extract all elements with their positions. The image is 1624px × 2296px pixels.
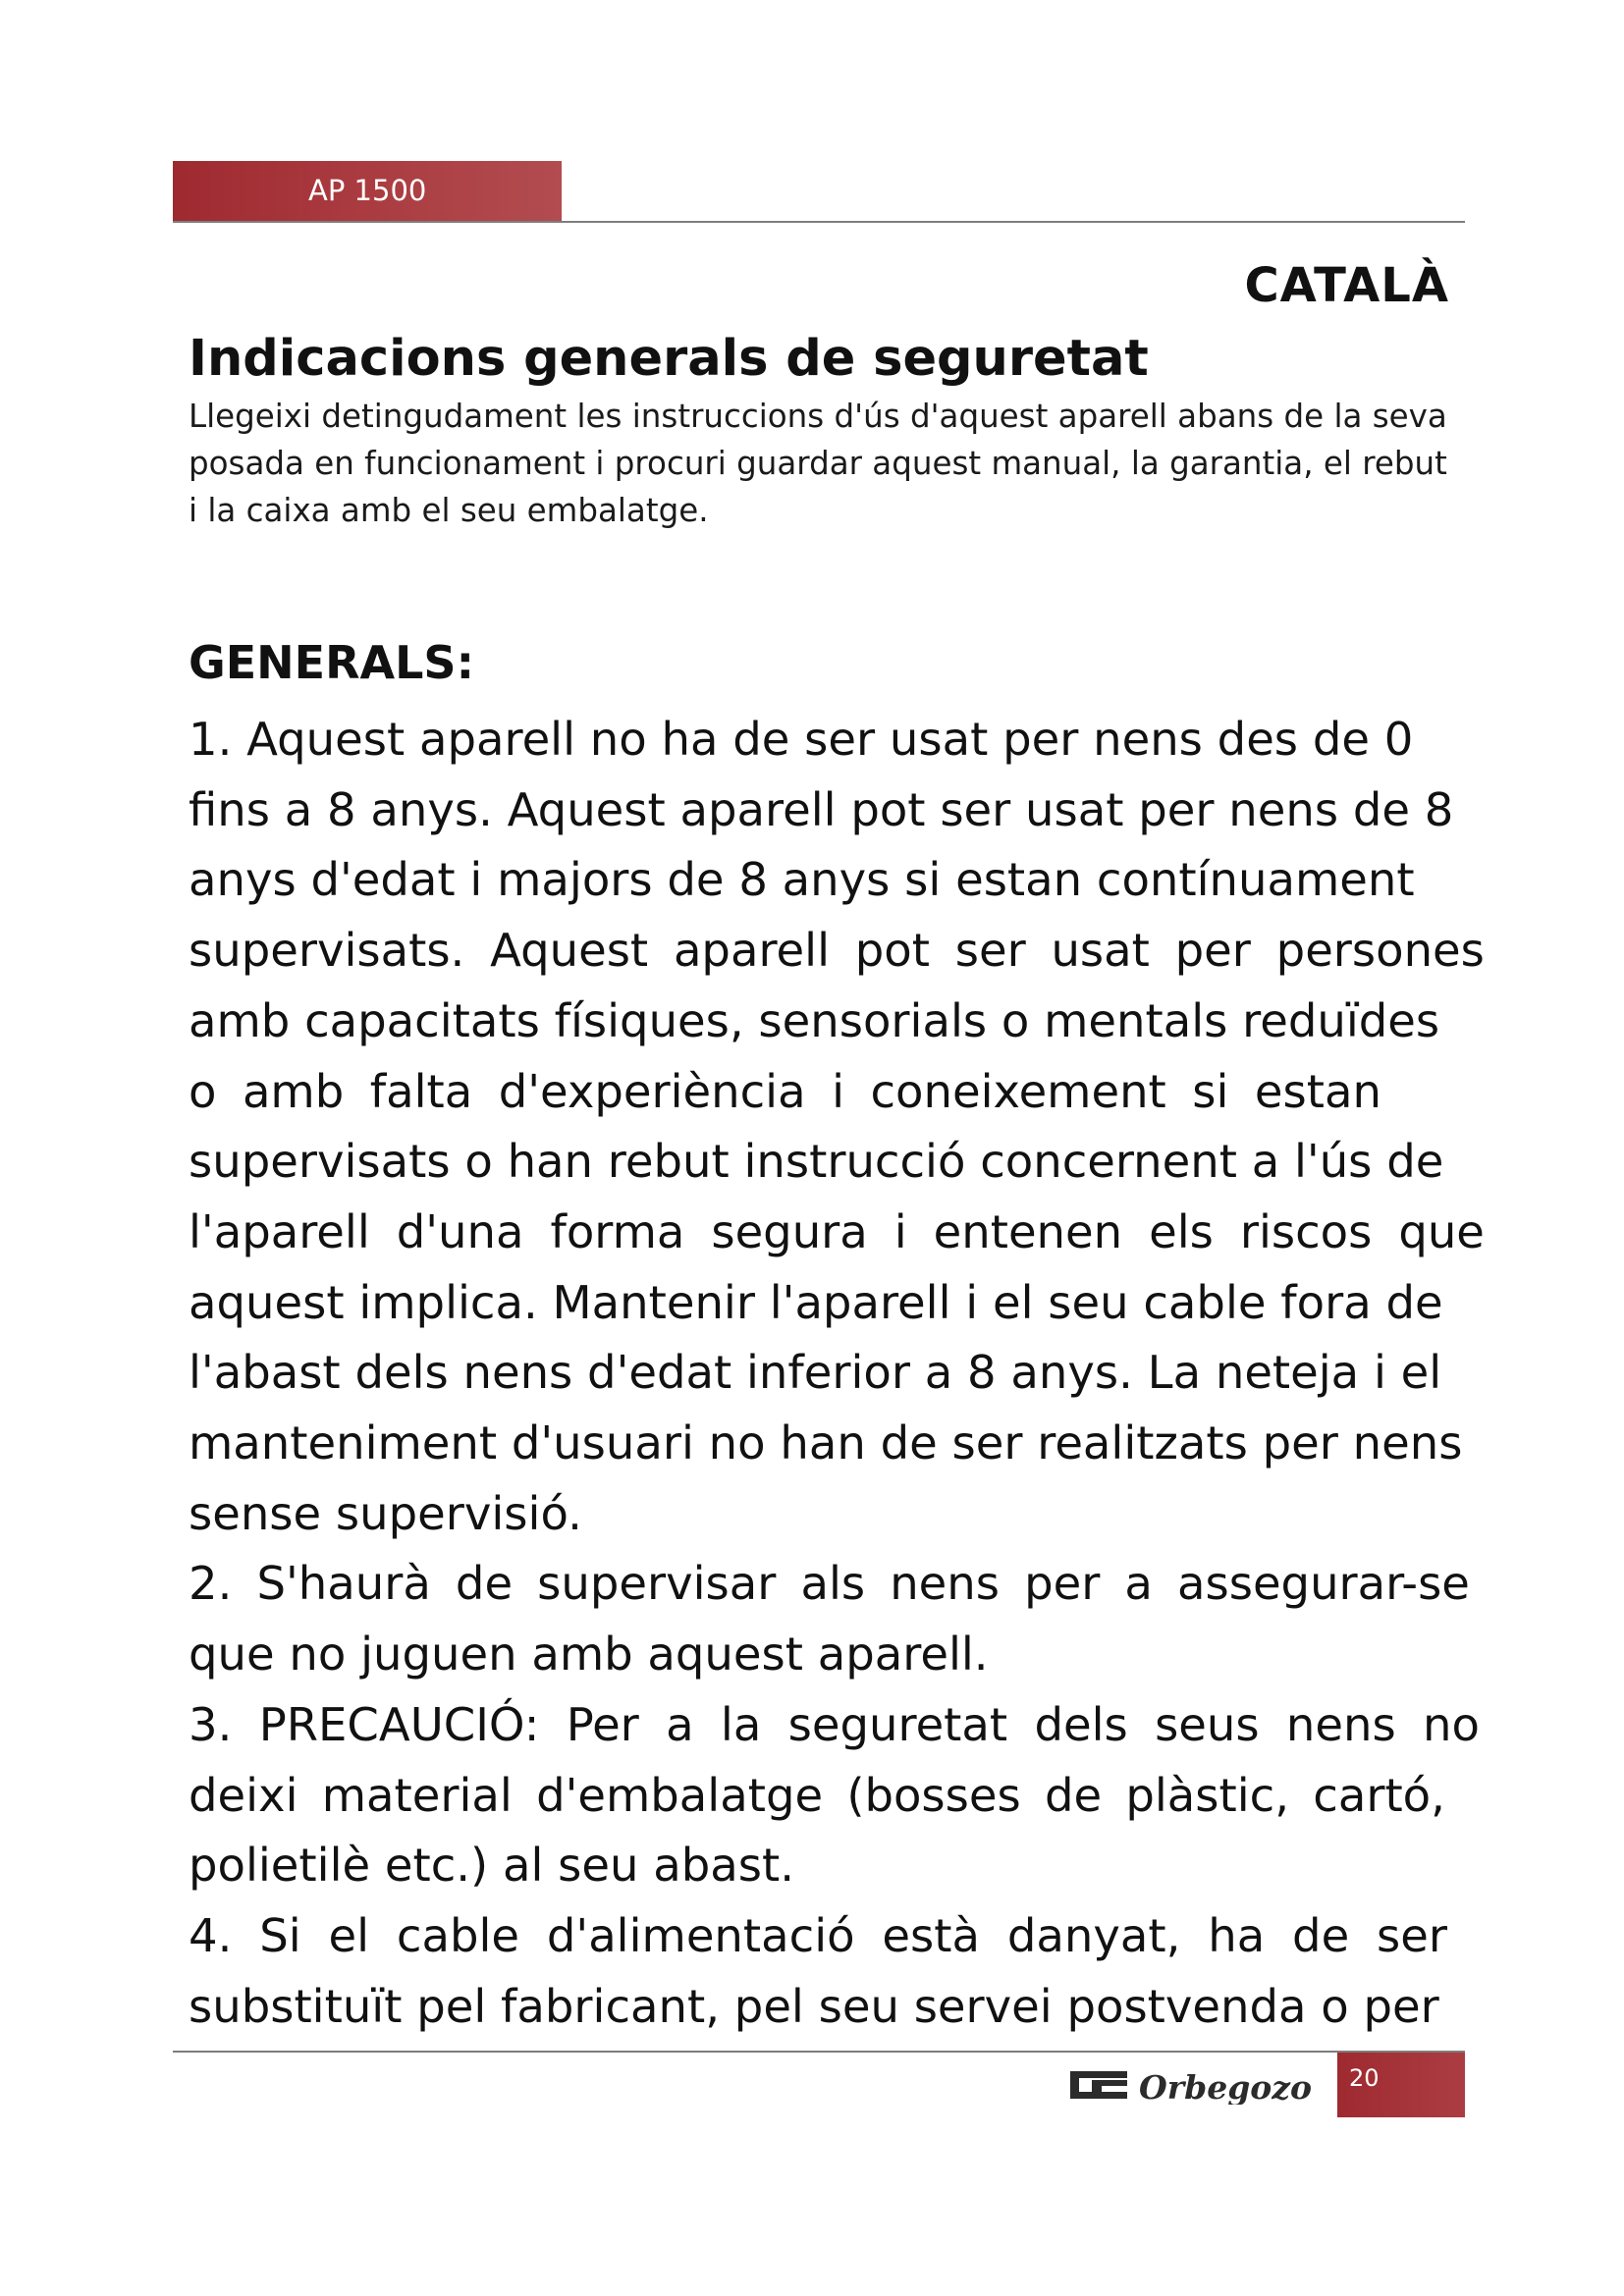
word: S'haurà xyxy=(256,1557,431,1611)
word: cable xyxy=(396,1908,520,1962)
body-line: 1. Aquest aparell no ha de ser usat per nens des de 0 xyxy=(189,713,1414,766)
body-line: aquest implica. Mantenir l'aparell i el seu cable fora de xyxy=(189,1275,1443,1329)
word: i xyxy=(893,1204,907,1258)
word: ha xyxy=(1208,1908,1266,1962)
body-line xyxy=(189,916,1485,987)
word: i xyxy=(832,1064,844,1118)
body-line: substituït pel fabricant, pel seu servei postvenda o per xyxy=(189,1979,1439,2033)
word: nens xyxy=(1285,1697,1396,1751)
body-line: polietilè etc.) al seu abast. xyxy=(189,1839,795,1893)
intro-line: posada en funcionament i procuri guardar aquest manual, la garantia, el rebut xyxy=(189,445,1447,482)
word: coneixement xyxy=(870,1064,1166,1118)
word: PRECAUCIÓ: xyxy=(258,1697,540,1751)
word: no xyxy=(1423,1697,1480,1751)
body-line xyxy=(189,1761,1445,1832)
body-line xyxy=(189,1057,1381,1128)
word: l'aparell xyxy=(189,1204,370,1258)
word: el xyxy=(328,1908,370,1962)
header-model: AP 1500 xyxy=(308,174,427,207)
word: nens xyxy=(890,1557,1000,1611)
footer-rule xyxy=(173,2051,1465,2053)
word: a xyxy=(1124,1557,1153,1611)
word: assegurar-se xyxy=(1177,1557,1470,1611)
word: Aquest xyxy=(490,924,649,978)
word: els xyxy=(1149,1204,1214,1258)
word: falta xyxy=(369,1064,473,1118)
page-number: 20 xyxy=(1349,2064,1380,2092)
word: o xyxy=(189,1064,217,1118)
page-number-box xyxy=(1337,2053,1465,2117)
word: ser xyxy=(954,924,1026,978)
word: plàstic, xyxy=(1125,1768,1290,1822)
word: material xyxy=(321,1768,513,1822)
word: d'una xyxy=(396,1204,524,1258)
word: a xyxy=(666,1697,694,1751)
body-line: sense supervisió. xyxy=(189,1486,582,1540)
word: la xyxy=(720,1697,762,1751)
intro-line: Llegeixi detingudament les instruccions d'ús d'aquest aparell abans de la seva xyxy=(189,398,1447,435)
word: dels xyxy=(1034,1697,1128,1751)
word: per xyxy=(1174,924,1251,978)
word: entenen xyxy=(933,1204,1123,1258)
body-line: fins a 8 anys. Aquest aparell pot ser usat per nens de 8 xyxy=(189,782,1454,836)
word: segura xyxy=(711,1204,868,1258)
word: 3. xyxy=(189,1697,233,1751)
word: cartó, xyxy=(1313,1768,1445,1822)
word: usat xyxy=(1051,924,1150,978)
word: amb xyxy=(242,1064,345,1118)
word: forma xyxy=(550,1204,685,1258)
body-line: que no juguen amb aquest aparell. xyxy=(189,1628,989,1682)
word: persones xyxy=(1275,924,1485,978)
word: deixi xyxy=(189,1768,298,1822)
word: si xyxy=(1192,1064,1229,1118)
word: Si xyxy=(259,1908,301,1962)
word: (bosses xyxy=(846,1768,1021,1822)
body-line: supervisats o han rebut instrucció concernent a l'ús de xyxy=(189,1135,1444,1189)
word: que xyxy=(1398,1204,1485,1258)
intro-line: i la caixa amb el seu embalatge. xyxy=(189,492,709,529)
body-line xyxy=(189,1901,1447,1972)
word: seguretat xyxy=(787,1697,1008,1751)
page-title: Indicacions generals de seguretat xyxy=(189,330,1149,388)
body-line xyxy=(189,1198,1485,1268)
word: supervisats. xyxy=(189,924,465,978)
word: supervisar xyxy=(537,1557,777,1611)
word: ser xyxy=(1377,1908,1447,1962)
body-line xyxy=(189,1549,1470,1620)
word: de xyxy=(1044,1768,1103,1822)
word: riscos xyxy=(1239,1204,1373,1258)
orbegozo-logo xyxy=(1070,2061,1316,2105)
header-model-tab xyxy=(173,161,562,221)
language-label: CATALÀ xyxy=(1244,258,1449,313)
brand-mark-icon xyxy=(1070,2071,1127,2099)
word: seus xyxy=(1155,1697,1260,1751)
header-rule xyxy=(173,221,1465,223)
body-text xyxy=(189,705,1485,2042)
word: d'embalatge xyxy=(536,1768,824,1822)
body-line: anys d'edat i majors de 8 anys si estan contínuament xyxy=(189,853,1415,907)
word: de xyxy=(455,1557,514,1611)
body-line: l'abast dels nens d'edat inferior a 8 anys. La neteja i el xyxy=(189,1346,1442,1400)
word: 4. xyxy=(189,1908,233,1962)
intro-paragraph xyxy=(189,393,1465,534)
word: d'experiència xyxy=(498,1064,806,1118)
word: de xyxy=(1292,1908,1350,1962)
body-line xyxy=(189,1690,1480,1761)
word: d'alimentació xyxy=(546,1908,855,1962)
word: als xyxy=(800,1557,866,1611)
body-line: amb capacitats físiques, sensorials o mentals reduïdes xyxy=(189,993,1440,1047)
word: Per xyxy=(566,1697,639,1751)
section-title: GENERALS: xyxy=(189,636,474,689)
word: aparell xyxy=(673,924,830,978)
brand-name: Orbegozo xyxy=(1139,2068,1313,2105)
word: pot xyxy=(854,924,930,978)
word: està xyxy=(882,1908,980,1962)
word: estan xyxy=(1254,1064,1381,1118)
body-line: manteniment d'usuari no han de ser realitzats per nens xyxy=(189,1416,1463,1470)
word: 2. xyxy=(189,1557,233,1611)
word: danyat, xyxy=(1006,1908,1181,1962)
word: per xyxy=(1024,1557,1101,1611)
